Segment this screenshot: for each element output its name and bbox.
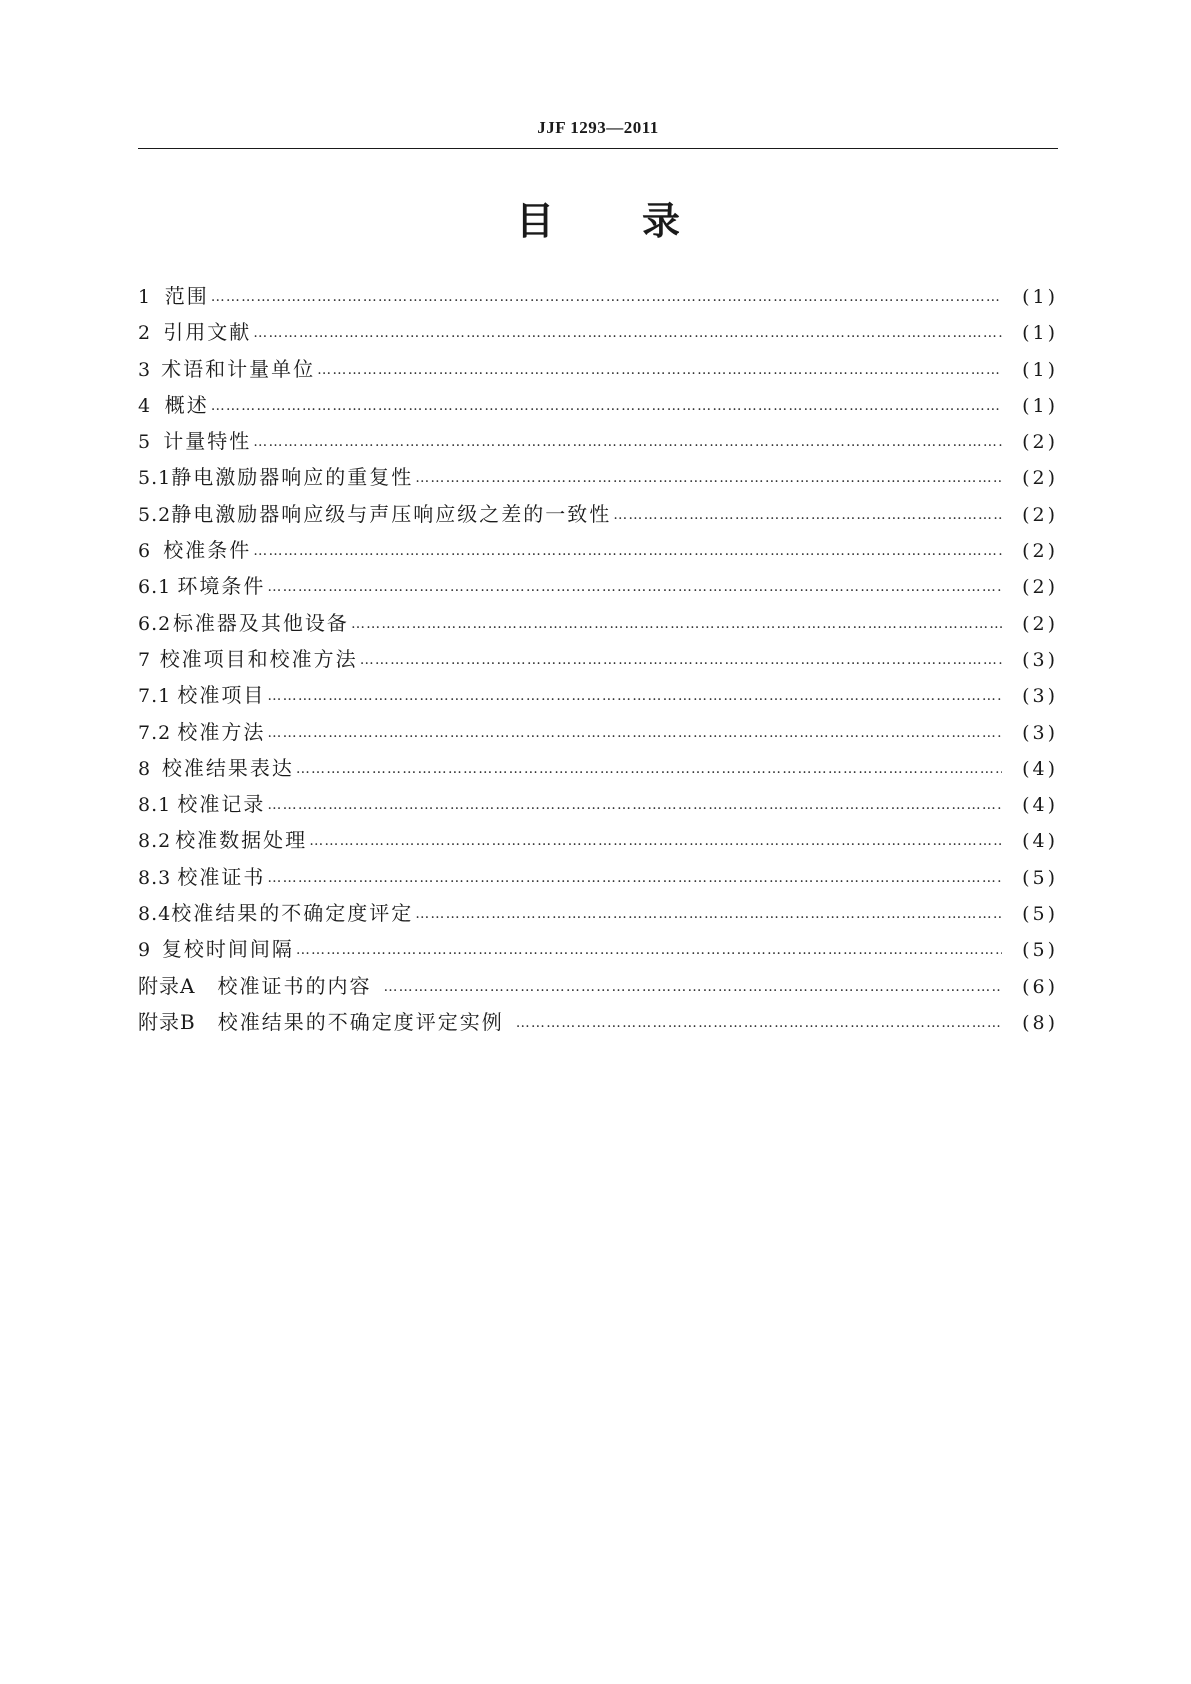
- toc-entry-page: (5): [1022, 903, 1058, 926]
- toc-title-char-2: 录: [642, 199, 681, 243]
- toc-entry-number: 8.2: [138, 830, 172, 853]
- dot-leader: [383, 969, 1002, 1005]
- dot-leader: [211, 388, 1002, 424]
- toc-entry[interactable]: [138, 822, 1058, 858]
- toc-entry-label: 校准方法: [177, 719, 266, 744]
- dot-leader: [211, 279, 1002, 315]
- toc-entry-label: 校准项目和校准方法: [159, 646, 358, 671]
- dot-leader: [267, 569, 1002, 605]
- toc-entry-number: 8.1: [138, 794, 172, 817]
- toc-entry-label: 标准器及其他设备: [172, 610, 349, 635]
- dot-leader: [351, 606, 1002, 642]
- toc-entry-page: (2): [1022, 540, 1058, 563]
- toc-entry-number: 7.1: [138, 685, 172, 708]
- toc-entry-page: (1): [1022, 286, 1058, 308]
- toc-appendix-entry[interactable]: [138, 1004, 1058, 1040]
- dot-leader: [296, 751, 1002, 787]
- toc-entry-number: 3: [138, 358, 152, 381]
- toc-entry[interactable]: [138, 314, 1058, 350]
- toc-entry-page: (1): [1022, 322, 1058, 345]
- toc-entry-label: 校准项目: [177, 683, 266, 708]
- toc-entry[interactable]: [138, 714, 1058, 750]
- dot-leader: [415, 896, 1002, 932]
- toc-entry-label: 术语和计量单位: [161, 356, 316, 381]
- toc-entry-label: 环境条件: [177, 574, 266, 599]
- toc-entry-page: (2): [1022, 431, 1058, 454]
- dot-leader: [317, 352, 1002, 388]
- toc-entry-number: 8: [138, 757, 152, 780]
- dot-leader: [309, 823, 1002, 859]
- toc-entry-page: (4): [1022, 830, 1058, 853]
- header-rule: [138, 148, 1058, 149]
- toc-entry[interactable]: [138, 786, 1058, 822]
- toc-entry-label: 静电激励器响应的重复性: [171, 465, 414, 490]
- toc-entry[interactable]: [138, 568, 1058, 604]
- dot-leader: [415, 460, 1002, 496]
- dot-leader: [253, 315, 1002, 351]
- toc-entry-page: (1): [1022, 358, 1058, 381]
- toc-entry-page: (5): [1022, 866, 1058, 889]
- toc-entry-label: 范围: [164, 284, 209, 308]
- toc-entry-page: (5): [1022, 939, 1058, 962]
- toc-entry[interactable]: [138, 351, 1058, 387]
- toc-entry[interactable]: [138, 532, 1058, 568]
- toc-entry-number: 7: [138, 648, 152, 671]
- toc-entry-label: 校准结果的不确定度评定实例: [217, 1009, 504, 1034]
- toc-entry-page: (3): [1022, 648, 1058, 671]
- toc-entry-label: 校准数据处理: [175, 828, 308, 853]
- toc-entry-label: 校准结果表达: [161, 755, 294, 780]
- toc-entry[interactable]: [138, 859, 1058, 895]
- toc-entry[interactable]: [138, 605, 1058, 641]
- dot-leader: [253, 533, 1002, 569]
- toc-entry-number: 附录B: [138, 1009, 196, 1034]
- toc-entry-number: 附录A: [138, 973, 196, 998]
- toc-entry-number: 9: [138, 939, 152, 962]
- toc-entry-page: (4): [1022, 757, 1058, 780]
- toc-entry[interactable]: [138, 895, 1058, 931]
- toc-entry-label: 计量特性: [163, 429, 252, 454]
- toc-entry-number: 5: [138, 431, 152, 454]
- toc-entry[interactable]: [138, 931, 1058, 967]
- toc-entry-page: (2): [1022, 612, 1058, 635]
- toc-entry-number: 5.2: [138, 503, 172, 526]
- dot-leader: [360, 642, 1002, 678]
- toc-entry-label: 校准记录: [177, 792, 266, 817]
- toc-entry-label: 校准证书的内容: [217, 973, 372, 998]
- toc-entry[interactable]: [138, 423, 1058, 459]
- dot-leader: [267, 715, 1002, 751]
- toc-entry-page: (2): [1022, 576, 1058, 599]
- toc-entry[interactable]: [138, 459, 1058, 495]
- dot-leader: [267, 678, 1002, 714]
- toc-entry[interactable]: [138, 750, 1058, 786]
- table-of-contents: [138, 278, 1058, 1040]
- toc-entry[interactable]: [138, 496, 1058, 532]
- toc-entry-page: (3): [1022, 685, 1058, 708]
- toc-entry-number: 2: [138, 322, 152, 345]
- toc-entry-number: 6.2: [138, 612, 172, 635]
- dot-leader: [296, 932, 1002, 968]
- toc-entry[interactable]: [138, 677, 1058, 713]
- toc-title: [138, 197, 1058, 245]
- toc-entry-label: 校准证书: [177, 864, 266, 889]
- toc-entry[interactable]: [138, 641, 1058, 677]
- toc-entry-number: 1: [138, 286, 152, 308]
- toc-entry-page: (3): [1022, 721, 1058, 744]
- toc-entry-number: 8.3: [138, 866, 172, 889]
- document-code-header: JJF 1293—2011: [537, 118, 659, 137]
- toc-entry-number: 7.2: [138, 721, 172, 744]
- dot-leader: [613, 497, 1002, 533]
- toc-title-char-1: 目: [515, 199, 554, 243]
- toc-entry-number: 4: [138, 394, 152, 417]
- toc-entry-label: 复校时间间隔: [161, 937, 294, 962]
- toc-entry-label: 引用文献: [163, 320, 252, 345]
- dot-leader: [267, 860, 1002, 896]
- toc-entry-label: 校准结果的不确定度评定: [171, 901, 414, 926]
- toc-entry-page: (2): [1022, 467, 1058, 490]
- toc-entry-label: 校准条件: [163, 538, 252, 563]
- toc-entry-label: 静电激励器响应级与声压响应级之差的一致性: [171, 501, 612, 526]
- toc-entry-number: 5.1: [138, 467, 172, 490]
- toc-entry-page: (8): [1022, 1011, 1058, 1034]
- toc-appendix-entry[interactable]: [138, 968, 1058, 1004]
- toc-entry-number: 6: [138, 540, 152, 563]
- toc-entry-page: (6): [1022, 975, 1058, 998]
- dot-leader: [516, 1005, 1002, 1041]
- toc-entry-page: (1): [1022, 394, 1058, 417]
- toc-entry-number: 6.1: [138, 576, 172, 599]
- toc-entry-page: (2): [1022, 503, 1058, 526]
- toc-entry-page: (4): [1022, 794, 1058, 817]
- toc-entry-number: 8.4: [138, 903, 172, 926]
- toc-entry[interactable]: [138, 387, 1058, 423]
- toc-entry-label: 概述: [164, 392, 209, 417]
- dot-leader: [253, 424, 1002, 460]
- dot-leader: [267, 787, 1002, 823]
- toc-entry[interactable]: [138, 278, 1058, 314]
